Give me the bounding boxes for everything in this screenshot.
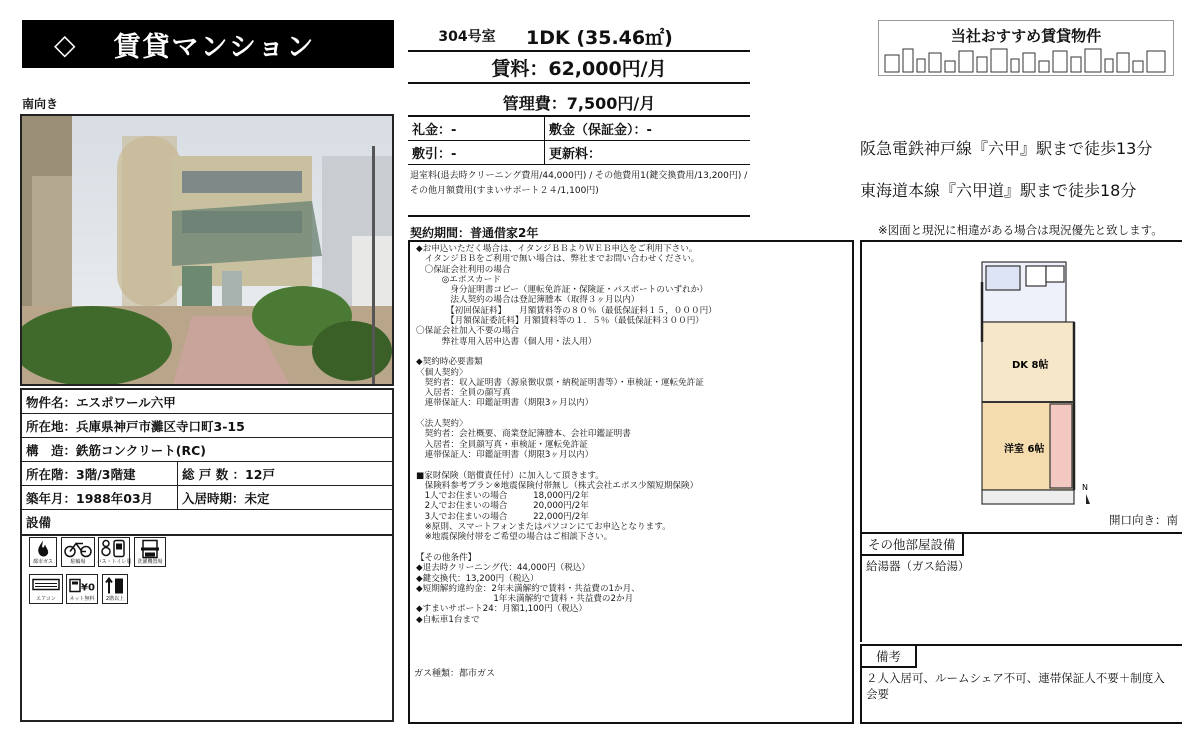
fees-row-1 [408,117,750,141]
property-units: 総 戸 数 ：12戸 [182,466,275,482]
other-equipment-value: 給湯器（ガス給湯） [866,559,970,573]
property-name: 物件名：エスポワール六甲 [22,390,392,414]
recommend-banner [878,20,1174,76]
diamond-icon: ◇ [54,27,78,61]
gas-flame-label: 都市ガス [32,559,53,565]
dk-label: DK 8帖 [1012,360,1049,371]
orientation-label: 南向き [22,97,59,111]
internet-free-label: ネット無料 [69,596,95,602]
aircon-icon [29,574,63,604]
cityscape-icon [883,47,1171,73]
building-photo [20,114,394,386]
deduction: 敷引：- [408,141,545,164]
access-2: 東海道本線『六甲道』駅まで徒歩18分 [860,181,1137,200]
notes-box [408,240,854,724]
bicycle-label: 駐輪場 [70,559,86,565]
management-fee: 管理費：7,500円/月 [502,93,656,113]
second-floor-label: 2階以上 [105,596,125,602]
built-movein-row [22,486,392,510]
contract-period: 契約期間：普通借家2年 [410,226,539,240]
second-floor-icon [102,574,128,604]
key-money: 礼金：- [408,117,545,140]
gas-flame-icon [29,537,57,567]
equipment-panel [20,534,394,722]
property-address: 所在地：兵庫県神戸市灘区寺口町3-15 [22,414,392,438]
remarks-title: 備考 [860,644,917,668]
fees-row-2 [408,141,750,165]
internet-free-badge: ¥0 [81,582,95,594]
bath-toilet-label: バス・トイレ別 [96,559,132,565]
equipment-title: 設備 [26,515,52,530]
other-equipment-panel [860,532,1182,642]
renewal-fee: 更新料： [549,147,602,162]
property-move-in: 入居時期：未定 [182,490,270,506]
gas-type: ガス種類：都市ガス [414,669,496,679]
other-equipment-title: その他部屋設備 [860,532,964,556]
fees-table [408,115,750,217]
remarks-value: ２人入居可、ルームシェア不可、連帯保証人不要＋制度入会要 [866,671,1165,701]
deposit: 敷金（保証金）：- [549,123,652,138]
washer-space-label: 洗濯機置場 [137,559,163,565]
bath-toilet-icon [98,537,130,567]
washer-space-icon [134,537,166,567]
disclaimer: ※図面と現況に相違がある場合は現況優先と致します。 [878,223,1163,237]
property-built: 築年月：1988年03月 [22,486,178,509]
notes-text: ◆お申込いただく場合は、イタンジＢＢよりＷＥＢ申込をご利用下さい。 イタンジＢＢをご利用で無い場合は、弊社までお問い合わせください。 〇保証会社利用の場合 ◎エポスカード 身分証明書コピー（運転免許証・保険証・パスポートのいずれか） 法人契約の場合は登記簿謄本（取得３ヶ月以内） 【初回保証料】 月額賃料等の８０％（最低保証料１５，０００円） 【月額保証委託料】月額賃料等の１．５％（最低保証料３００円） 〇保証会社加入不要の場合 弊社専用入居申込書（個人用・法人用） ◆契約時必要書類 〈個人契約〉 契約者：収入証明書（源泉徴収票・納税証明書等）・車検証・運転免許証 入居者：全員の顔写真 連帯保証人：印鑑証明書（期限3ヶ月以内） 〈法人契約〉 契約者：会社概要、商業登記簿謄本、会社印鑑証明書 入居者：全員顔写真・車検証・運転免許証 連帯保証人：印鑑証明書（期限3ヶ月以内） ■家財保険（賠償責任付）に加入して頂きます。 保険料参考プラン※地震保険付帯無し（株式会社エポス少額短期保険） 1人でお住まいの場合 18,000円/2年 2人でお住まいの場合 20,000円/2年 3人でお住まいの場合 22,000円/2年 ※原則、スマートフォンまたはパソコンにてお申込となります。 ※地震保険付帯をご希望の場合はご相談下さい。 【その他条件】 ◆退去時クリーニング代：44,000円（税込） ◆鍵交換代：13,200円（税込） ◆短期解約違約金：2年未満解約で賃料・共益費の1か月、 1年未満解約で賃料・共益費の2か月 ◆すまいサポート24：月額1,100円（税込） ◆自転車1台まで [416,244,717,625]
access-1: 阪急電鉄神戸線『六甲』駅まで徒歩13分 [860,139,1153,158]
other-fees-note: 退室料(退去時クリーニング費用/44,000円) / その他費用1(鍵交換費用/13,200円) / その他月額費用(すまいサポート２４/1,100円) [410,171,748,196]
opening-direction: 開口向き：南 [1109,513,1178,527]
aircon-label: エアコン [36,596,56,602]
western-room-label: 洋室 6帖 [1004,444,1045,455]
room-number: 304号室 [438,29,496,45]
bicycle-icon [61,537,95,567]
rent-price: 賃料：62,000円/月 [491,57,667,80]
property-structure: 構 造：鉄筋コンクリート(RC) [22,438,392,462]
internet-free-icon [66,574,98,604]
property-type-title: 賃貸マンション [113,31,316,63]
property-floor: 所在階：3階/3階建 [22,462,178,485]
floorplan [860,240,1182,532]
room-layout: 1DK (35.46㎡) [526,26,673,49]
room-summary [408,22,750,114]
recommend-title: 当社おすすめ賃貸物件 [950,27,1102,45]
north-label: N [1082,483,1088,492]
property-info-table [20,388,394,536]
floor-units-row [22,462,392,486]
remarks-panel [860,644,1182,724]
property-type-banner [22,20,394,68]
